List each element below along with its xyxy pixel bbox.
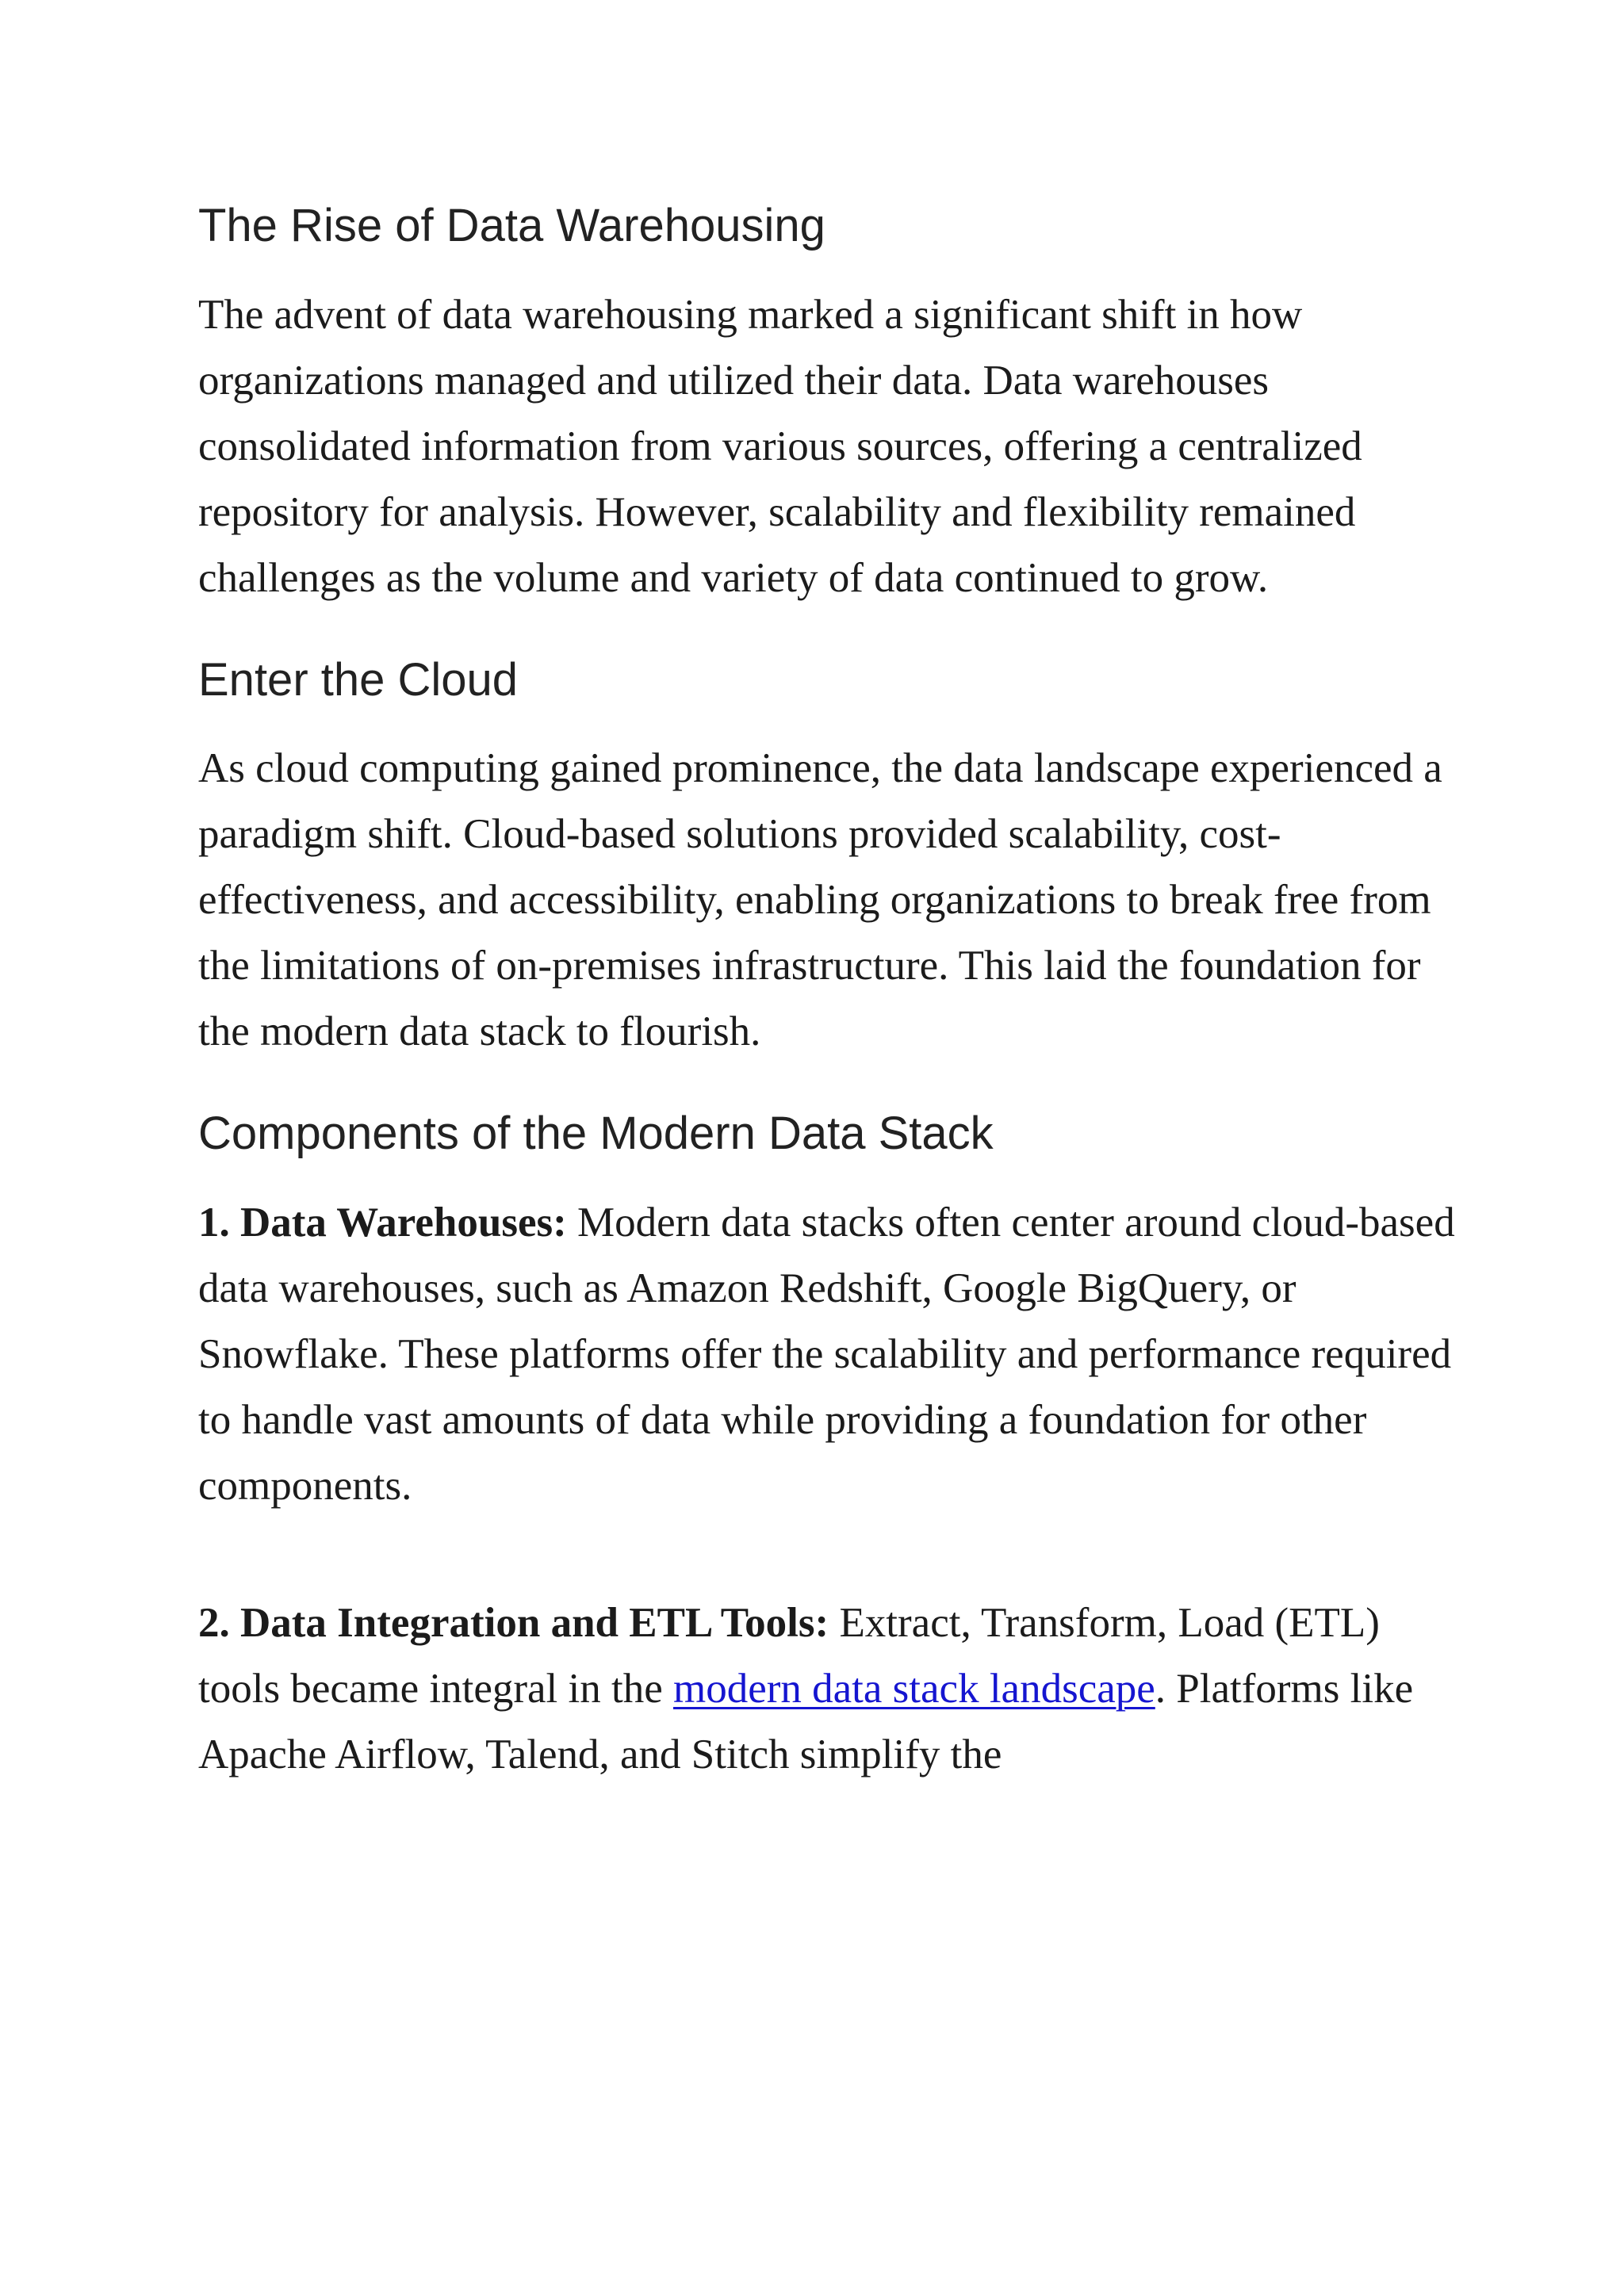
list-item-data-integration [198, 1590, 1467, 1788]
modern-data-stack-landscape-link[interactable]: modern data stack landscape [673, 1665, 1155, 1712]
list-item-data-warehouses [198, 1190, 1467, 1519]
list-item-lead: 2. Data Integration and ETL Tools: [198, 1599, 829, 1646]
paragraph-enter-the-cloud: As cloud computing gained prominence, the data landscape experienced a paradigm shift. Cloud-based solutions provided scalability, cost-effectiveness, and accessibility, enabling organizations to break free from the limitations of on-premises infrastructure. This laid the foundation for the modern data stack to flourish. [198, 745, 1442, 1055]
section-heading-data-warehousing: The Rise of Data Warehousing [198, 200, 825, 251]
list-item-text: Extract, Transform, Load (ETL) tools became integral in the [198, 1599, 1380, 1712]
section-heading-components: Components of the Modern Data Stack [198, 1108, 994, 1160]
list-item-text-continued: . Platforms like Apache Airflow, Talend, and Stitch simplify the [198, 1665, 1414, 1777]
document-page [198, 198, 1467, 1788]
list-item-text: Modern data stacks often center around cloud-based data warehouses, such as Amazon Redshift, Google BigQuery, or Snowflake. These platforms offer the scalability and performance required to handle vast amounts of data while providing a foundation for other components. [198, 1199, 1455, 1509]
list-item-lead: 1. Data Warehouses: [198, 1199, 567, 1246]
paragraph-data-warehousing: The advent of data warehousing marked a significant shift in how organizations managed and utilized their data. Data warehouses consolidated information from various sources, offering a centralized repository for analysis. However, scalability and flexibility remained challenges as the volume and variety of data continued to grow. [198, 291, 1362, 601]
section-heading-enter-the-cloud: Enter the Cloud [198, 653, 519, 706]
